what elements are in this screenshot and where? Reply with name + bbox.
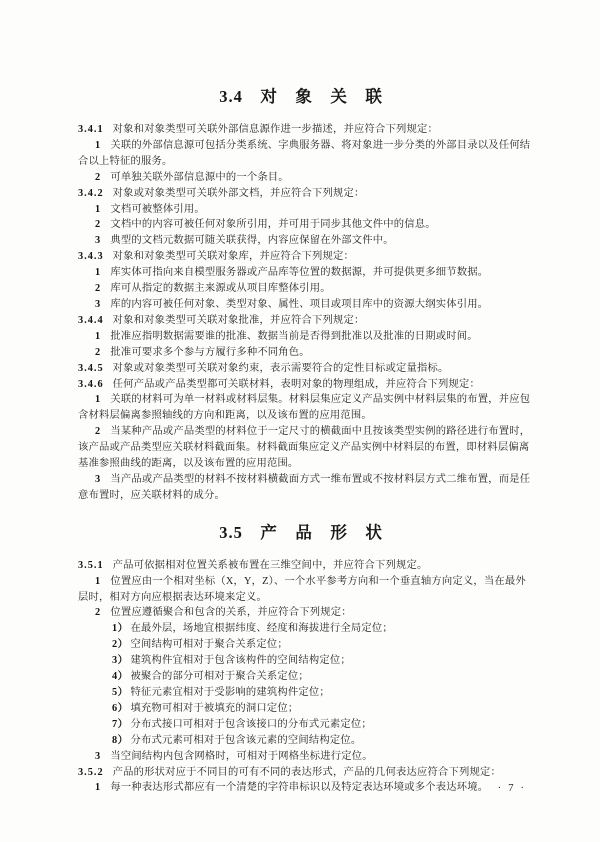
line-text: 文档中的内容可被任何对象所引用，并可用于同步其他文件中的信息。 (110, 219, 436, 231)
text-line (78, 456, 524, 472)
text-line (78, 265, 524, 281)
text-line (78, 749, 524, 765)
line-number-label: 3.4.1 (78, 124, 104, 135)
text-line (78, 217, 524, 233)
text-line (78, 574, 524, 590)
text-line (78, 361, 524, 377)
text-line (78, 138, 531, 154)
line-text: 对象和对象类型可关联外部信息源作进一步描述，并应符合下列规定： (112, 124, 438, 135)
line-text: 关联的材料可为单一材料或材料层集。材料层集应定义产品实例中材料层集的布置，并应包 (110, 394, 531, 406)
line-number-label: 1） (112, 623, 129, 635)
line-number-label: 1 (95, 267, 101, 279)
line-text: 空间结构可相对于聚合关系定位； (130, 639, 288, 651)
line-number-label: 1 (95, 575, 101, 587)
line-text: 含材料层偏离参照轴线的方向和距离，以及该布置的应用范围。 (78, 410, 372, 422)
line-number-label: 1 (95, 330, 101, 342)
text-line (78, 154, 524, 170)
line-text: 产品的形状对应于不同目的可有不同的表达形式，产品的几何表达应符合下列规定： (112, 766, 501, 778)
line-number-label: 4） (112, 671, 129, 683)
text-line (78, 392, 531, 408)
line-number-label: 7） (112, 718, 129, 730)
line-text: 库可从指定的数据主来源或从项目库整体引用。 (110, 283, 331, 295)
line-text: 产品可依据相对位置关系被布置在三维空间中，并应符合下列规定。 (112, 559, 428, 571)
line-text: 被聚合的部分可相对于聚合关系定位； (130, 671, 309, 683)
line-text: 位置应由一个相对坐标（X，Y，Z）、一个水平参考方向和一个垂直轴方向定义，当在最外 (110, 575, 526, 587)
text-line (78, 249, 524, 265)
line-text: 任何产品或产品类型都可关联材料，表明对象的物理组成，并应符合下列规定： (112, 378, 480, 390)
line-text: 位置应遵循聚合和包含的关系，并应符合下列规定： (110, 607, 352, 619)
text-line (78, 780, 524, 796)
text-line (78, 440, 530, 456)
document-section (78, 522, 524, 797)
line-number-label: 8） (112, 734, 129, 746)
text-line (78, 377, 524, 393)
line-text: 对象或对象类型可关联外部文档，并应符合下列规定： (112, 187, 365, 199)
section-body (78, 122, 531, 504)
text-line (78, 472, 531, 488)
text-line (78, 590, 524, 606)
page-number: · 7 · (497, 782, 526, 794)
line-text: 当产品或产品类型的材料不按材料横截面方式一维布置或不按材料层方式二维布置，而是任 (110, 473, 531, 485)
text-line (78, 281, 524, 297)
document-section (78, 86, 531, 504)
line-number-label: 2 (95, 426, 101, 438)
line-number-label: 2 (95, 346, 101, 358)
text-line (78, 701, 524, 717)
text-line (78, 733, 524, 749)
text-line (78, 202, 524, 218)
line-text: 填充物可相对于被填充的洞口定位； (130, 702, 299, 714)
line-text: 当某种产品或产品类型的材料位于一定尺寸的横截面中且按该类型实例的路径进行布置时， (110, 426, 531, 438)
text-line (78, 170, 524, 186)
line-text: 可单独关联外部信息源中的一个条目。 (110, 171, 289, 183)
line-number-label: 3 (95, 235, 101, 247)
line-text: 关联的外部信息源可包括分类系统、字典服务器、将对象进一步分类的外部目录以及任何结 (110, 139, 531, 151)
text-line (78, 605, 524, 621)
text-line (78, 297, 524, 313)
line-text: 对象和对象类型可关联对象批准，并应符合下列规定： (112, 314, 365, 326)
line-text: 每一种表达形式都应有一个清楚的字符串标识以及特定表达环境或多个表达环境。 (110, 782, 489, 794)
line-text: 对象或对象类型可关联对象约束，表示需要符合的定性目标或定量指标。 (112, 362, 449, 374)
text-line (78, 233, 524, 249)
text-line (78, 488, 524, 504)
line-number-label: 3.4.2 (78, 187, 104, 199)
text-line (78, 637, 524, 653)
text-line (78, 669, 524, 685)
line-number-label: 3.4.4 (78, 314, 104, 326)
line-number-label: 2 (95, 607, 101, 619)
text-line (78, 653, 524, 669)
text-line (78, 717, 524, 733)
line-number-label: 3.5.1 (78, 559, 104, 571)
document-content (78, 86, 531, 796)
line-text: 批准可要求多个参与方履行多种不同角色。 (110, 346, 310, 358)
text-line (78, 329, 524, 345)
text-line (78, 408, 524, 424)
line-text: 典型的文档元数据可随关联获得，内容应保留在外部文件中。 (110, 235, 394, 247)
text-line (78, 186, 524, 202)
section-body (78, 558, 524, 797)
line-text: 分布式接口可相对于包含该接口的分布式元素定位； (130, 718, 372, 730)
line-text: 合以上特征的服务。 (78, 155, 173, 167)
line-text: 分布式元素可相对于包含该元素的空间结构定位。 (130, 734, 362, 746)
line-text: 文档可被整体引用。 (110, 203, 205, 215)
line-number-label: 3 (95, 298, 101, 310)
line-number-label: 3） (112, 655, 129, 667)
line-text: 对象和对象类型可关联对象库，并应符合下列规定： (112, 251, 355, 263)
line-number-label: 3.4.5 (78, 362, 104, 374)
line-number-label: 2 (95, 219, 101, 231)
line-number-label: 3 (95, 473, 101, 485)
line-number-label: 3 (95, 750, 101, 762)
line-number-label: 2 (95, 283, 101, 295)
text-line (78, 345, 524, 361)
line-text: 当空间结构内包含网格时，可相对于网格坐标进行定位。 (110, 750, 373, 762)
line-number-label: 6） (112, 702, 129, 714)
text-line (78, 621, 524, 637)
line-text: 在最外层，场地宜根据纬度、经度和海拔进行全局定位； (130, 623, 393, 635)
text-line (78, 424, 531, 440)
line-text: 批准应指明数据需要谁的批准、数据当前是否得到批准以及批准的日期或时间。 (110, 330, 478, 342)
section-heading: 3.4 对 象 关 联 (219, 87, 383, 106)
line-number-label: 1 (95, 203, 101, 215)
line-number-label: 3.5.2 (78, 766, 104, 778)
line-number-label: 1 (95, 139, 101, 151)
text-line (78, 765, 524, 781)
text-line (78, 685, 524, 701)
text-line (78, 558, 524, 574)
line-text: 层时，相对方向应根据表达环境来定义。 (78, 591, 267, 603)
section-heading: 3.5 产 品 形 状 (219, 522, 383, 542)
line-number-label: 5） (112, 687, 129, 698)
line-text: 该产品或产品类型应关联材料截面集。材料截面集应定义产品实例中材料层的布置，即材料层偏离 (78, 442, 530, 454)
line-text: 基准参照曲线的距离，以及该布置的应用范围。 (78, 458, 299, 470)
line-text: 库实体可指向来自模型服务器或产品库等位置的数据源，并可提供更多细节数据。 (110, 267, 489, 279)
line-number-label: 1 (95, 394, 101, 406)
line-number-label: 2） (112, 639, 129, 651)
line-number-label: 2 (95, 171, 101, 183)
text-line (78, 313, 524, 329)
line-number-label: 3.4.6 (78, 378, 104, 390)
text-line (78, 122, 524, 138)
line-text: 特征元素宜相对于受影响的建筑构件定位； (130, 687, 330, 698)
line-number-label: 3.4.3 (78, 251, 104, 263)
line-text: 建筑构件宜相对于包含该构件的空间结构定位； (130, 655, 351, 667)
line-number-label: 1 (95, 782, 101, 794)
line-text: 库的内容可被任何对象、类型对象、属性、项目或项目库中的资源大纲实体引用。 (110, 298, 489, 310)
line-text: 意布置时，应关联材料的成分。 (78, 489, 225, 501)
